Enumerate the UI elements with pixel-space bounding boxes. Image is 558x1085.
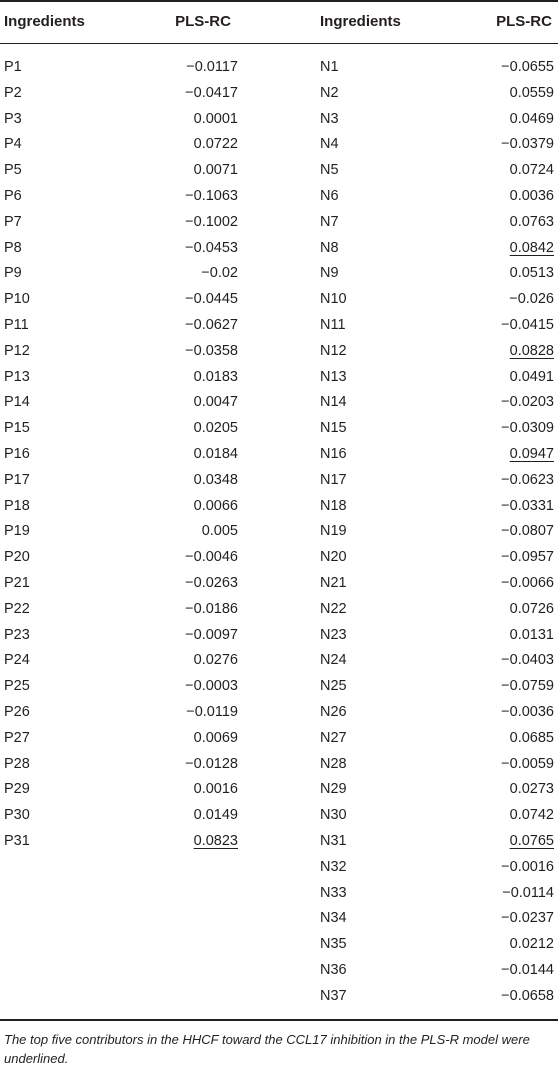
right-ingredient-name: N2 xyxy=(320,84,339,101)
table-row xyxy=(0,81,558,107)
left-plsrc-value-text: 0.0047 xyxy=(193,394,238,411)
left-ingredient-name: P19 xyxy=(4,523,30,540)
left-plsrc-value-text: 0.0823 xyxy=(193,832,238,849)
left-plsrc-value xyxy=(150,236,238,262)
table-row xyxy=(0,494,558,520)
left-ingredient-name: P31 xyxy=(4,832,30,849)
table-footnote: The top five contributors in the HHCF toward the CCL17 inhibition in the PLS-R model were underlined. xyxy=(4,1032,530,1066)
right-plsrc-value xyxy=(468,648,554,674)
left-plsrc-value-text: 0.0205 xyxy=(193,420,238,437)
right-plsrc-value xyxy=(468,416,554,442)
left-plsrc-value-text: −0.0128 xyxy=(185,755,238,772)
right-plsrc-value-text: −0.0759 xyxy=(501,678,554,695)
left-plsrc-value-text: −0.0046 xyxy=(185,549,238,566)
header-ingredients-left: Ingredients xyxy=(4,13,85,30)
left-plsrc-value xyxy=(150,829,238,855)
left-plsrc-value-text: 0.0348 xyxy=(193,471,238,488)
right-plsrc-value xyxy=(468,55,554,81)
right-ingredient-name: N27 xyxy=(320,729,347,746)
table-row xyxy=(0,287,558,313)
right-plsrc-value xyxy=(468,829,554,855)
table-row xyxy=(0,571,558,597)
left-plsrc-value-text: −0.0117 xyxy=(186,59,238,75)
left-ingredient-name: P30 xyxy=(4,807,30,824)
right-ingredient-name: N26 xyxy=(320,703,347,720)
right-ingredient-name: N37 xyxy=(320,987,347,1004)
right-ingredient-name: N8 xyxy=(320,239,339,256)
right-ingredient-name: N15 xyxy=(320,420,347,437)
left-plsrc-value xyxy=(150,597,238,623)
right-ingredient-name: N20 xyxy=(320,549,347,566)
left-ingredient-name: P17 xyxy=(4,471,30,488)
left-plsrc-value xyxy=(150,132,238,158)
right-plsrc-value-text: 0.0724 xyxy=(509,162,554,179)
left-plsrc-value xyxy=(150,55,238,81)
right-plsrc-value xyxy=(468,81,554,107)
left-plsrc-value xyxy=(150,261,238,287)
right-plsrc-value xyxy=(468,107,554,133)
right-ingredient-name: N18 xyxy=(320,497,347,514)
right-ingredient-name: N11 xyxy=(320,316,346,333)
right-plsrc-value-text: 0.0765 xyxy=(509,832,554,849)
right-plsrc-value-text: −0.0331 xyxy=(501,497,554,514)
right-ingredient-name: N35 xyxy=(320,936,347,953)
left-ingredient-name: P23 xyxy=(4,626,30,643)
left-plsrc-value-text: 0.0016 xyxy=(193,781,238,798)
right-plsrc-value-text: 0.0036 xyxy=(509,187,554,204)
left-plsrc-value-text: −0.0097 xyxy=(185,626,238,643)
table-row xyxy=(0,803,558,829)
right-plsrc-value-text: −0.026 xyxy=(509,291,554,308)
table-row xyxy=(0,700,558,726)
right-plsrc-value-text: −0.0036 xyxy=(501,703,554,720)
right-plsrc-value-text: −0.0066 xyxy=(501,574,554,591)
left-ingredient-name: P14 xyxy=(4,394,30,411)
right-plsrc-value-text: 0.0212 xyxy=(509,936,554,953)
right-plsrc-value xyxy=(468,674,554,700)
right-plsrc-value xyxy=(468,752,554,778)
right-plsrc-value-text: 0.0491 xyxy=(509,368,554,385)
right-plsrc-value xyxy=(468,158,554,184)
left-plsrc-value xyxy=(150,571,238,597)
right-ingredient-name: N3 xyxy=(320,110,339,127)
right-ingredient-name: N25 xyxy=(320,678,347,695)
table-row xyxy=(0,623,558,649)
right-plsrc-value-text: 0.0131 xyxy=(509,626,554,643)
left-plsrc-value xyxy=(150,468,238,494)
right-plsrc-value-text: −0.0114 xyxy=(502,884,554,901)
table-header-rule xyxy=(0,43,558,44)
left-plsrc-value-text: 0.0722 xyxy=(193,136,238,153)
right-ingredient-name: N29 xyxy=(320,781,347,798)
table-top-rule xyxy=(0,0,558,2)
right-plsrc-value-text: −0.0379 xyxy=(501,136,554,153)
left-plsrc-value-text: −0.0263 xyxy=(185,574,238,591)
table-row xyxy=(0,932,558,958)
table-row xyxy=(0,519,558,545)
right-ingredient-name: N22 xyxy=(320,600,347,617)
left-ingredient-name: P12 xyxy=(4,342,30,359)
left-plsrc-value-text: 0.005 xyxy=(201,523,238,540)
left-ingredient-name: P24 xyxy=(4,652,30,669)
left-plsrc-value xyxy=(150,210,238,236)
left-plsrc-value-text: −0.0358 xyxy=(185,342,238,359)
table-row xyxy=(0,107,558,133)
left-plsrc-value-text: 0.0184 xyxy=(193,445,238,462)
table-row xyxy=(0,210,558,236)
left-plsrc-value xyxy=(150,726,238,752)
left-plsrc-value xyxy=(150,107,238,133)
left-plsrc-value-text: −0.0119 xyxy=(186,703,238,720)
left-ingredient-name: P7 xyxy=(4,213,22,230)
table-row xyxy=(0,313,558,339)
left-plsrc-value xyxy=(150,803,238,829)
right-ingredient-name: N21 xyxy=(320,574,347,591)
left-plsrc-value-text: −0.0445 xyxy=(185,291,238,308)
right-ingredient-name: N10 xyxy=(320,291,347,308)
right-plsrc-value-text: −0.0309 xyxy=(501,420,554,437)
left-plsrc-value-text: −0.02 xyxy=(201,265,238,282)
right-plsrc-value xyxy=(468,726,554,752)
left-plsrc-value xyxy=(150,390,238,416)
table-body xyxy=(0,55,558,1009)
table-row xyxy=(0,958,558,984)
left-ingredient-name: P3 xyxy=(4,110,22,127)
right-plsrc-value xyxy=(468,519,554,545)
right-plsrc-value xyxy=(468,597,554,623)
right-plsrc-value-text: −0.0957 xyxy=(501,549,554,566)
right-plsrc-value-text: 0.0842 xyxy=(509,239,554,256)
left-ingredient-name: P28 xyxy=(4,755,30,772)
left-plsrc-value xyxy=(150,313,238,339)
left-ingredient-name: P22 xyxy=(4,600,30,617)
table-row xyxy=(0,597,558,623)
right-plsrc-value xyxy=(468,777,554,803)
right-plsrc-value-text: 0.0273 xyxy=(509,781,554,798)
right-ingredient-name: N4 xyxy=(320,136,339,153)
right-ingredient-name: N16 xyxy=(320,445,347,462)
right-ingredient-name: N12 xyxy=(320,342,347,359)
right-plsrc-value xyxy=(468,313,554,339)
right-ingredient-name: N1 xyxy=(320,59,339,75)
header-ingredients-right: Ingredients xyxy=(320,13,401,30)
right-plsrc-value-text: −0.0415 xyxy=(501,316,554,333)
right-plsrc-value-text: 0.0726 xyxy=(509,600,554,617)
table-row xyxy=(0,829,558,855)
left-plsrc-value-text: −0.1002 xyxy=(185,213,238,230)
header-plsrc-left: PLS-RC xyxy=(175,13,231,30)
right-ingredient-name: N17 xyxy=(320,471,347,488)
left-ingredient-name: P15 xyxy=(4,420,30,437)
left-ingredient-name: P25 xyxy=(4,678,30,695)
right-plsrc-value-text: 0.0513 xyxy=(509,265,554,282)
left-plsrc-value xyxy=(150,287,238,313)
table-row xyxy=(0,674,558,700)
left-plsrc-value xyxy=(150,623,238,649)
right-plsrc-value-text: −0.0403 xyxy=(501,652,554,669)
left-plsrc-value-text: 0.0149 xyxy=(193,807,238,824)
left-ingredient-name: P18 xyxy=(4,497,30,514)
table-row xyxy=(0,726,558,752)
right-ingredient-name: N31 xyxy=(320,832,347,849)
left-plsrc-value-text: −0.0003 xyxy=(185,678,238,695)
left-ingredient-name: P1 xyxy=(4,59,22,75)
left-ingredient-name: P4 xyxy=(4,136,22,153)
right-plsrc-value xyxy=(468,494,554,520)
right-plsrc-value-text: 0.0685 xyxy=(509,729,554,746)
left-ingredient-name: P13 xyxy=(4,368,30,385)
right-plsrc-value xyxy=(468,623,554,649)
right-plsrc-value xyxy=(468,442,554,468)
table-row xyxy=(0,545,558,571)
left-plsrc-value xyxy=(150,752,238,778)
left-plsrc-value xyxy=(150,674,238,700)
right-plsrc-value xyxy=(468,261,554,287)
left-ingredient-name: P8 xyxy=(4,239,22,256)
right-plsrc-value xyxy=(468,468,554,494)
right-plsrc-value xyxy=(468,390,554,416)
table-row xyxy=(0,184,558,210)
left-ingredient-name: P10 xyxy=(4,291,30,308)
right-ingredient-name: N24 xyxy=(320,652,347,669)
table-row xyxy=(0,855,558,881)
right-plsrc-value-text: −0.0623 xyxy=(501,471,554,488)
table-row xyxy=(0,648,558,674)
left-plsrc-value-text: −0.0417 xyxy=(185,84,238,101)
right-plsrc-value xyxy=(468,932,554,958)
right-plsrc-value xyxy=(468,236,554,262)
right-ingredient-name: N32 xyxy=(320,858,347,875)
header-plsrc-right: PLS-RC xyxy=(496,13,552,30)
right-plsrc-value-text: −0.0658 xyxy=(501,987,554,1004)
right-plsrc-value xyxy=(468,545,554,571)
left-ingredient-name: P16 xyxy=(4,445,30,462)
table-row xyxy=(0,881,558,907)
right-plsrc-value-text: 0.0947 xyxy=(509,445,554,462)
right-plsrc-value-text: −0.0059 xyxy=(501,755,554,772)
left-ingredient-name: P11 xyxy=(4,316,29,333)
right-plsrc-value xyxy=(468,287,554,313)
right-plsrc-value-text: 0.0763 xyxy=(509,213,554,230)
right-plsrc-value-text: −0.0203 xyxy=(501,394,554,411)
right-plsrc-value xyxy=(468,339,554,365)
right-ingredient-name: N5 xyxy=(320,162,339,179)
right-plsrc-value xyxy=(468,984,554,1010)
left-plsrc-value xyxy=(150,519,238,545)
right-ingredient-name: N34 xyxy=(320,910,347,927)
right-plsrc-value-text: −0.0655 xyxy=(501,59,554,75)
left-plsrc-value xyxy=(150,545,238,571)
table-row xyxy=(0,984,558,1010)
right-plsrc-value xyxy=(468,210,554,236)
left-plsrc-value xyxy=(150,81,238,107)
right-plsrc-value-text: 0.0469 xyxy=(509,110,554,127)
right-plsrc-value xyxy=(468,855,554,881)
left-ingredient-name: P6 xyxy=(4,187,22,204)
left-ingredient-name: P26 xyxy=(4,703,30,720)
table-row xyxy=(0,132,558,158)
table-row xyxy=(0,236,558,262)
left-plsrc-value-text: 0.0001 xyxy=(193,110,238,127)
table-row xyxy=(0,752,558,778)
left-ingredient-name: P2 xyxy=(4,84,22,101)
left-plsrc-value xyxy=(150,777,238,803)
right-plsrc-value xyxy=(468,881,554,907)
right-plsrc-value xyxy=(468,184,554,210)
left-ingredient-name: P29 xyxy=(4,781,30,798)
left-ingredient-name: P5 xyxy=(4,162,22,179)
left-plsrc-value-text: −0.0186 xyxy=(185,600,238,617)
table-row xyxy=(0,442,558,468)
table-row xyxy=(0,339,558,365)
right-ingredient-name: N7 xyxy=(320,213,339,230)
left-ingredient-name: P27 xyxy=(4,729,30,746)
left-plsrc-value xyxy=(150,184,238,210)
left-plsrc-value-text: 0.0183 xyxy=(193,368,238,385)
table-row xyxy=(0,365,558,391)
left-plsrc-value-text: 0.0066 xyxy=(193,497,238,514)
right-ingredient-name: N36 xyxy=(320,961,347,978)
left-plsrc-value xyxy=(150,365,238,391)
right-plsrc-value xyxy=(468,803,554,829)
table-row xyxy=(0,416,558,442)
left-plsrc-value xyxy=(150,158,238,184)
right-plsrc-value xyxy=(468,958,554,984)
table-row xyxy=(0,468,558,494)
right-ingredient-name: N28 xyxy=(320,755,347,772)
table-row xyxy=(0,906,558,932)
left-plsrc-value xyxy=(150,339,238,365)
right-plsrc-value-text: −0.0237 xyxy=(501,910,554,927)
right-plsrc-value xyxy=(468,906,554,932)
right-plsrc-value-text: 0.0742 xyxy=(509,807,554,824)
right-plsrc-value xyxy=(468,571,554,597)
left-ingredient-name: P9 xyxy=(4,265,22,282)
table-row xyxy=(0,390,558,416)
right-plsrc-value-text: −0.0016 xyxy=(501,858,554,875)
right-ingredient-name: N30 xyxy=(320,807,347,824)
table-row xyxy=(0,158,558,184)
left-ingredient-name: P21 xyxy=(4,574,30,591)
right-plsrc-value xyxy=(468,365,554,391)
left-plsrc-value xyxy=(150,648,238,674)
left-ingredient-name: P20 xyxy=(4,549,30,566)
table-bottom-rule xyxy=(0,1019,558,1021)
right-plsrc-value-text: −0.0807 xyxy=(501,523,554,540)
left-plsrc-value xyxy=(150,416,238,442)
right-plsrc-value xyxy=(468,700,554,726)
left-plsrc-value-text: −0.0627 xyxy=(185,316,238,333)
left-plsrc-value xyxy=(150,700,238,726)
left-plsrc-value-text: 0.0071 xyxy=(193,162,238,179)
left-plsrc-value-text: 0.0069 xyxy=(193,729,238,746)
right-ingredient-name: N9 xyxy=(320,265,339,282)
table-row xyxy=(0,55,558,81)
left-plsrc-value-text: −0.0453 xyxy=(185,239,238,256)
right-ingredient-name: N19 xyxy=(320,523,347,540)
right-ingredient-name: N6 xyxy=(320,187,339,204)
right-plsrc-value-text: 0.0828 xyxy=(509,342,554,359)
table-row xyxy=(0,777,558,803)
right-ingredient-name: N13 xyxy=(320,368,347,385)
right-ingredient-name: N33 xyxy=(320,884,347,901)
right-plsrc-value-text: −0.0144 xyxy=(501,961,554,978)
left-plsrc-value-text: −0.1063 xyxy=(185,187,238,204)
left-plsrc-value-text: 0.0276 xyxy=(193,652,238,669)
left-plsrc-value xyxy=(150,494,238,520)
right-ingredient-name: N23 xyxy=(320,626,347,643)
right-plsrc-value xyxy=(468,132,554,158)
left-plsrc-value xyxy=(150,442,238,468)
right-ingredient-name: N14 xyxy=(320,394,347,411)
right-plsrc-value-text: 0.0559 xyxy=(509,84,554,101)
table-row xyxy=(0,261,558,287)
